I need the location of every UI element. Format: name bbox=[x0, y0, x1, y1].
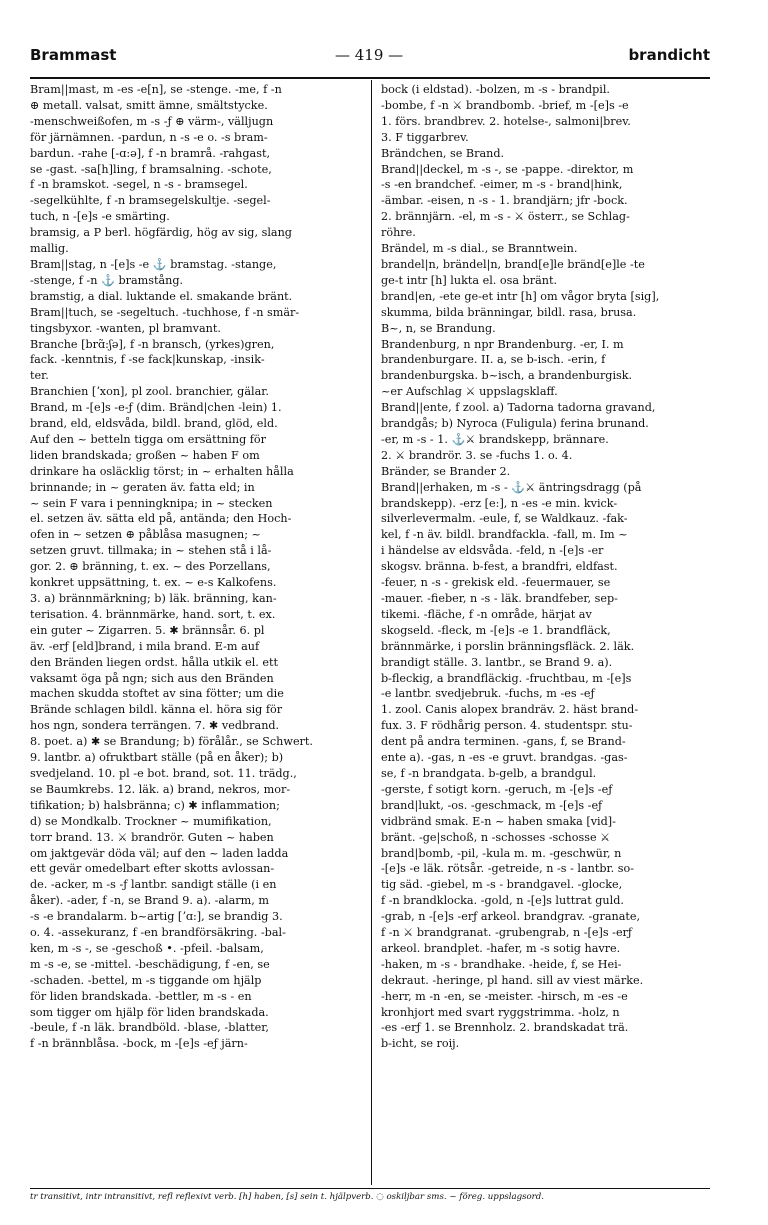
entry-line: tikemi. -fläche, f -n område, härjat av bbox=[381, 607, 592, 621]
entry-line: ente a). -gas, n -es -e gruvt. brandgas. -gas- bbox=[381, 751, 628, 765]
entry-line: f -n ⚔ brandgranat. -grubengrab, n -[e]s -erƒ bbox=[381, 926, 633, 940]
entry-line: som tigger om hjälp för liden brandskada. bbox=[30, 1005, 269, 1019]
entry-line: skogsv. bränna. b-fest, a brandfri, eldfast. bbox=[381, 560, 618, 574]
entry-line: ge-t intr [h] lukta el. osa bränt. bbox=[381, 273, 558, 287]
entry-line: i händelse av eldsvåda. -feld, n -[e]s -er bbox=[381, 544, 604, 558]
entry-line: arkeol. brandplet. -hafer, m -s sotig havre. bbox=[381, 941, 621, 955]
entry-line: vidbränd smak. E-n ~ haben smaka [vid]- bbox=[381, 814, 616, 828]
header-right-guideword: brandicht bbox=[628, 46, 710, 64]
entry-line: -ämbar. -eisen, n -s - 1. brandjärn; jfr -bock. bbox=[381, 194, 628, 208]
entry-line: fack. -kenntnis, f -se fack|kunskap, -insik- bbox=[30, 353, 265, 367]
entry-line: -schaden. -bettel, m -s tiggande om hjälp bbox=[30, 973, 262, 987]
entry-line: brandigt ställe. 3. lantbr., se Brand 9. a). bbox=[381, 655, 613, 669]
entry-line: bardun. -rahe [-ɑ:ə], f -n bramrå. -rahgast, bbox=[30, 146, 271, 160]
entry-line: hos ngn, sondera terrängen. 7. ✱ vedbrand. bbox=[30, 719, 280, 733]
entry-line: brandenburgska. b~isch, a brandenburgisk. bbox=[381, 369, 633, 383]
entry-line: -bombe, f -n ⚔ brandbomb. -brief, m -[e]s -e bbox=[381, 98, 629, 112]
entry-line: brandskepp). -erz [e:], n -es -e min. kvick- bbox=[381, 496, 618, 510]
entry-line: åker). -ader, f -n, se Brand 9. a). -alarm, m bbox=[30, 894, 269, 908]
entry-line: -beule, f -n läk. brandböld. -blase, -blatter, bbox=[30, 1021, 269, 1035]
entry-line: 3. a) brännmärkning; b) läk. bränning, kan- bbox=[30, 592, 277, 605]
entry-line: setzen gruvt. tillmaka; in ~ stehen stå i lå- bbox=[30, 544, 272, 558]
entry-line: bock (i eldstad). -bolzen, m -s - brandpil. bbox=[381, 83, 610, 96]
entry-line: tifikation; b) halsbränna; c) ✱ inflammation; bbox=[30, 798, 280, 812]
entry-line: Bram||tuch, se -segeltuch. -tuchhose, f -n smär- bbox=[30, 305, 300, 319]
entry-line: el. setzen äv. sätta eld på, antända; den Hoch- bbox=[30, 512, 292, 526]
entry-line: äv. -erƒ [eld]brand, i mila brand. E-m auf bbox=[30, 639, 260, 653]
entry-line: om jaktgevär döda väl; auf den ~ laden ladda bbox=[30, 846, 289, 860]
entry-line: ein guter ~ Zigarren. 5. ✱ brännsår. 6. pl bbox=[30, 623, 265, 637]
entry-line: bränt. -ge|schoß, n -schosses -schosse ⚔ bbox=[381, 830, 611, 844]
footer-rule bbox=[30, 1188, 710, 1189]
entry-line: 8. poet. a) ✱ se Brandung; b) förålår., se Schwert. bbox=[30, 735, 313, 749]
entry-line: brandenburgare. II. a, se b-isch. -erin, f bbox=[381, 353, 606, 367]
entry-line: d) se Mondkalb. Trockner ~ mumifikation, bbox=[30, 814, 272, 828]
dictionary-page bbox=[30, 0, 710, 1225]
entry-line: 2. brännjärn. -el, m -s - ⚔ österr., se Schlag- bbox=[381, 210, 630, 224]
entry-line: för liden brandskada. -bettler, m -s - en bbox=[30, 989, 252, 1003]
entry-line: -s -e brandalarm. b~artig [ʼɑ:], se brandig 3. bbox=[30, 910, 283, 924]
entry-line: drinkare ha osläcklig törst; in ~ erhalten hålla bbox=[30, 464, 294, 478]
entry-line: Bram||mast, m -es -e[n], se -stenge. -me, f -n bbox=[30, 83, 282, 96]
entry-line: 2. ⚔ brandrör. 3. se -fuchs 1. o. 4. bbox=[381, 448, 573, 462]
entry-line: fux. 3. F rödhårig person. 4. studentspr. stu- bbox=[381, 719, 633, 733]
entry-line: ~er Aufschlag ⚔ uppslagsklaff. bbox=[381, 385, 558, 399]
entry-line: Brand||ente, f zool. a) Tadorna tadorna gravand, bbox=[381, 401, 656, 415]
entry-line: brand, eld, eldsvåda, bildl. brand, glöd, eld. bbox=[30, 417, 278, 431]
entry-line: brand|en, -ete ge-et intr [h] om vågor bryta [sig], bbox=[381, 289, 660, 303]
entry-line: -stenge, f -n ⚓ bramstång. bbox=[30, 273, 184, 287]
entry-line: torr brand. 13. ⚔ brandrör. Guten ~ haben bbox=[30, 830, 274, 844]
entry-line: -es -erƒ 1. se Brennholz. 2. brandskadat trä. bbox=[381, 1021, 629, 1035]
entry-line: röhre. bbox=[381, 226, 416, 240]
entry-line: se Baumkrebs. 12. läk. a) brand, nekros, mor- bbox=[30, 782, 291, 796]
entry-line: svedjeland. 10. pl -e bot. brand, sot. 11. trädg., bbox=[30, 766, 297, 780]
entry-line: f -n brandklocka. -gold, n -[e]s luttrat guld. bbox=[381, 894, 624, 908]
entry-line: Brand||erhaken, m -s - ⚓⚔ äntringsdragg (på bbox=[381, 480, 642, 494]
entry-line: -segelkühlte, f -n bramsegelskultje. -segel- bbox=[30, 194, 271, 208]
entry-line: se -gast. -sa[h]ling, f bramsalning. -schote, bbox=[30, 162, 272, 176]
entry-line: liden brandskada; großen ~ haben F om bbox=[30, 448, 260, 462]
entry-line: Branche [brɑ̃:ʃə], f -n bransch, (yrkes)gren, bbox=[30, 337, 275, 351]
entry-line: dekraut. -heringe, pl hand. sill av viest märke. bbox=[381, 973, 644, 987]
entry-line: Brand||deckel, m -s -, se -pappe. -direktor, m bbox=[381, 162, 634, 176]
entry-line: den Bränden liegen ordst. hålla utkik el. ett bbox=[30, 655, 279, 669]
entry-line: Bränder, se Brander 2. bbox=[381, 464, 511, 478]
entry-line: 1. zool. Canis alopex brandräv. 2. häst brand- bbox=[381, 703, 639, 717]
entry-line: b-icht, se roij. bbox=[381, 1037, 460, 1051]
entry-line: -mauer. -fieber, n -s - läk. brandfeber, sep- bbox=[381, 592, 618, 605]
entry-line: Brandenburg, n npr Brandenburg. -er, I. m bbox=[381, 337, 624, 351]
entry-line: brinnande; in ~ geraten äv. fatta eld; in bbox=[30, 480, 255, 494]
entry-line: ⊕ metall. valsat, smitt ämne, smältstycke. bbox=[30, 98, 268, 112]
page-header bbox=[30, 46, 710, 70]
entry-line: ter. bbox=[30, 369, 49, 383]
entry-line: tuch, n -[e]s -e smärting. bbox=[30, 210, 170, 224]
entry-line: ett gevär omedelbart efter skotts avlossan- bbox=[30, 862, 275, 876]
entry-line: f -n bramskot. -segel, n -s - bramsegel. bbox=[30, 178, 248, 192]
entry-line: bramsig, a P berl. högfärdig, hög av sig, slang bbox=[30, 226, 292, 240]
left-column bbox=[30, 82, 364, 1052]
entry-line: -s -en brandchef. -eimer, m -s - brand|hink, bbox=[381, 178, 623, 192]
entry-line: kronhjort med svart ryggstrimma. -holz, n bbox=[381, 1005, 620, 1019]
entry-line: konkret uppsättning, t. ex. ~ e-s Kalkofens. bbox=[30, 576, 277, 590]
entry-line: tig säd. -giebel, m -s - brandgavel. -glocke, bbox=[381, 878, 623, 892]
entry-line: -[e]s -e läk. rötsår. -getreide, n -s - lantbr. so- bbox=[381, 862, 635, 876]
header-left-guideword: Brammast bbox=[30, 46, 117, 64]
entry-line: silverlevermalm. -eule, f, se Waldkauz. -fak- bbox=[381, 512, 628, 526]
entry-line: o. 4. -assekuranz, f -en brandförsäkring. -bal- bbox=[30, 926, 286, 940]
entry-line: Bram||stag, n -[e]s -e ⚓ bramstag. -stange, bbox=[30, 257, 277, 271]
entry-line: 9. lantbr. a) ofruktbart ställe (på en åker); b) bbox=[30, 751, 284, 765]
entry-line: tingsbyxor. -wanten, pl bramvant. bbox=[30, 321, 221, 335]
entry-line: -menschweißofen, m -s -ƒ ⊕ värm-, välljugn bbox=[30, 114, 274, 128]
entry-line: Brändchen, se Brand. bbox=[381, 146, 505, 160]
entry-line: ofen in ~ setzen ⊕ påblåsa masugnen; ~ bbox=[30, 528, 261, 542]
entry-line: -feuer, n -s - grekisk eld. -feuermauer, se bbox=[381, 576, 611, 590]
entry-line: mallig. bbox=[30, 242, 69, 256]
column-divider bbox=[371, 80, 372, 1185]
entry-line: Auf den ~ betteln tigga om ersättning för bbox=[30, 432, 267, 446]
entry-line: gor. 2. ⊕ bränning, t. ex. ~ des Porzellans, bbox=[30, 560, 271, 574]
entry-line: dent på andra terminen. -gans, f, se Brand- bbox=[381, 735, 626, 749]
page-number: — 419 — bbox=[335, 46, 404, 64]
entry-line: de. -acker, m -s -ƒ lantbr. sandigt ställe (i en bbox=[30, 878, 277, 892]
entry-line: Brände schlagen bildl. känna el. höra sig för bbox=[30, 703, 283, 717]
entry-line: ken, m -s -, se -geschoß •. -pfeil. -balsam, bbox=[30, 941, 264, 955]
entry-line: Branchien [ʼxon], pl zool. branchier, gälar. bbox=[30, 385, 269, 399]
entry-line: ~ sein F vara i penningknipa; in ~ stecken bbox=[30, 496, 273, 510]
entry-line: brandgås; b) Nyroca (Fuligula) ferina brunand. bbox=[381, 417, 649, 431]
entry-line: -grab, n -[e]s -erƒ arkeol. brandgrav. -granate, bbox=[381, 910, 641, 924]
entry-line: Brand, m -[e]s -e-ƒ (dim. Bränd|chen -lein) 1. bbox=[30, 401, 282, 415]
entry-line: skogseld. -fleck, m -[e]s -e 1. brandfläck, bbox=[381, 623, 611, 637]
entry-line: se, f -n brandgata. b-gelb, a brandgul. bbox=[381, 766, 597, 780]
entry-line: m -s -e, se -mittel. -beschädigung, f -en, se bbox=[30, 957, 270, 971]
abbreviation-legend: tr transitivt, intr intransitivt, refl reflexivt verb. [h] haben, [s] sein t. hjälpverb. ◌ oskiljbar sms. ~ föreg. uppslagsord. bbox=[30, 1192, 545, 1202]
entry-line: -gerste, f sotigt korn. -geruch, m -[e]s -eƒ bbox=[381, 782, 613, 796]
entry-line: brand|lukt, -os. -geschmack, m -[e]s -eƒ bbox=[381, 798, 603, 812]
header-rule bbox=[30, 77, 710, 79]
entry-line: brännmärke, i porslin bränningsfläck. 2. läk. bbox=[381, 639, 635, 653]
entry-line: Brändel, m -s dial., se Branntwein. bbox=[381, 242, 578, 256]
entry-line: b-fleckig, a brandfläckig. -fruchtbau, m -[e]s bbox=[381, 671, 632, 685]
entry-line: för järnämnen. -pardun, n -s -e o. -s bram- bbox=[30, 130, 268, 144]
entry-line: machen skudda stoftet av sina fötter; um die bbox=[30, 687, 284, 701]
entry-line: -herr, m -n -en, se -meister. -hirsch, m -es -e bbox=[381, 989, 628, 1003]
entry-line: 1. förs. brandbrev. 2. hotelse-, salmoni|brev. bbox=[381, 114, 631, 128]
entry-line: vaksamt öga på ngn; sich aus den Bränden bbox=[30, 671, 274, 685]
entry-line: kel, f -n äv. bildl. brandfackla. -fall, m. Im ~ bbox=[381, 528, 628, 542]
entry-line: -er, m -s - 1. ⚓⚔ brandskepp, brännare. bbox=[381, 432, 609, 446]
entry-line: brandel|n, brändel|n, brand[e]le bränd[e]le -te bbox=[381, 257, 645, 271]
entry-line: -e lantbr. svedjebruk. -fuchs, m -es -eƒ bbox=[381, 687, 595, 701]
entry-line: brand|bomb, -pil, -kula m. m. -geschwür, n bbox=[381, 846, 622, 860]
entry-line: B~, n, se Brandung. bbox=[381, 321, 496, 335]
right-column bbox=[381, 82, 711, 1052]
entry-line: f -n brännblåsa. -bock, m -[e]s -eƒ järn- bbox=[30, 1037, 248, 1051]
entry-line: skumma, bilda bränningar, bildl. rasa, brusa. bbox=[381, 305, 637, 319]
entry-line: 3. F tiggarbrev. bbox=[381, 130, 469, 144]
entry-line: -haken, m -s - brandhake. -heide, f, se Hei- bbox=[381, 957, 622, 971]
entry-line: terisation. 4. brännmärke, hand. sort, t. ex. bbox=[30, 607, 276, 621]
entry-line: bramstig, a dial. luktande el. smakande bränt. bbox=[30, 289, 293, 303]
